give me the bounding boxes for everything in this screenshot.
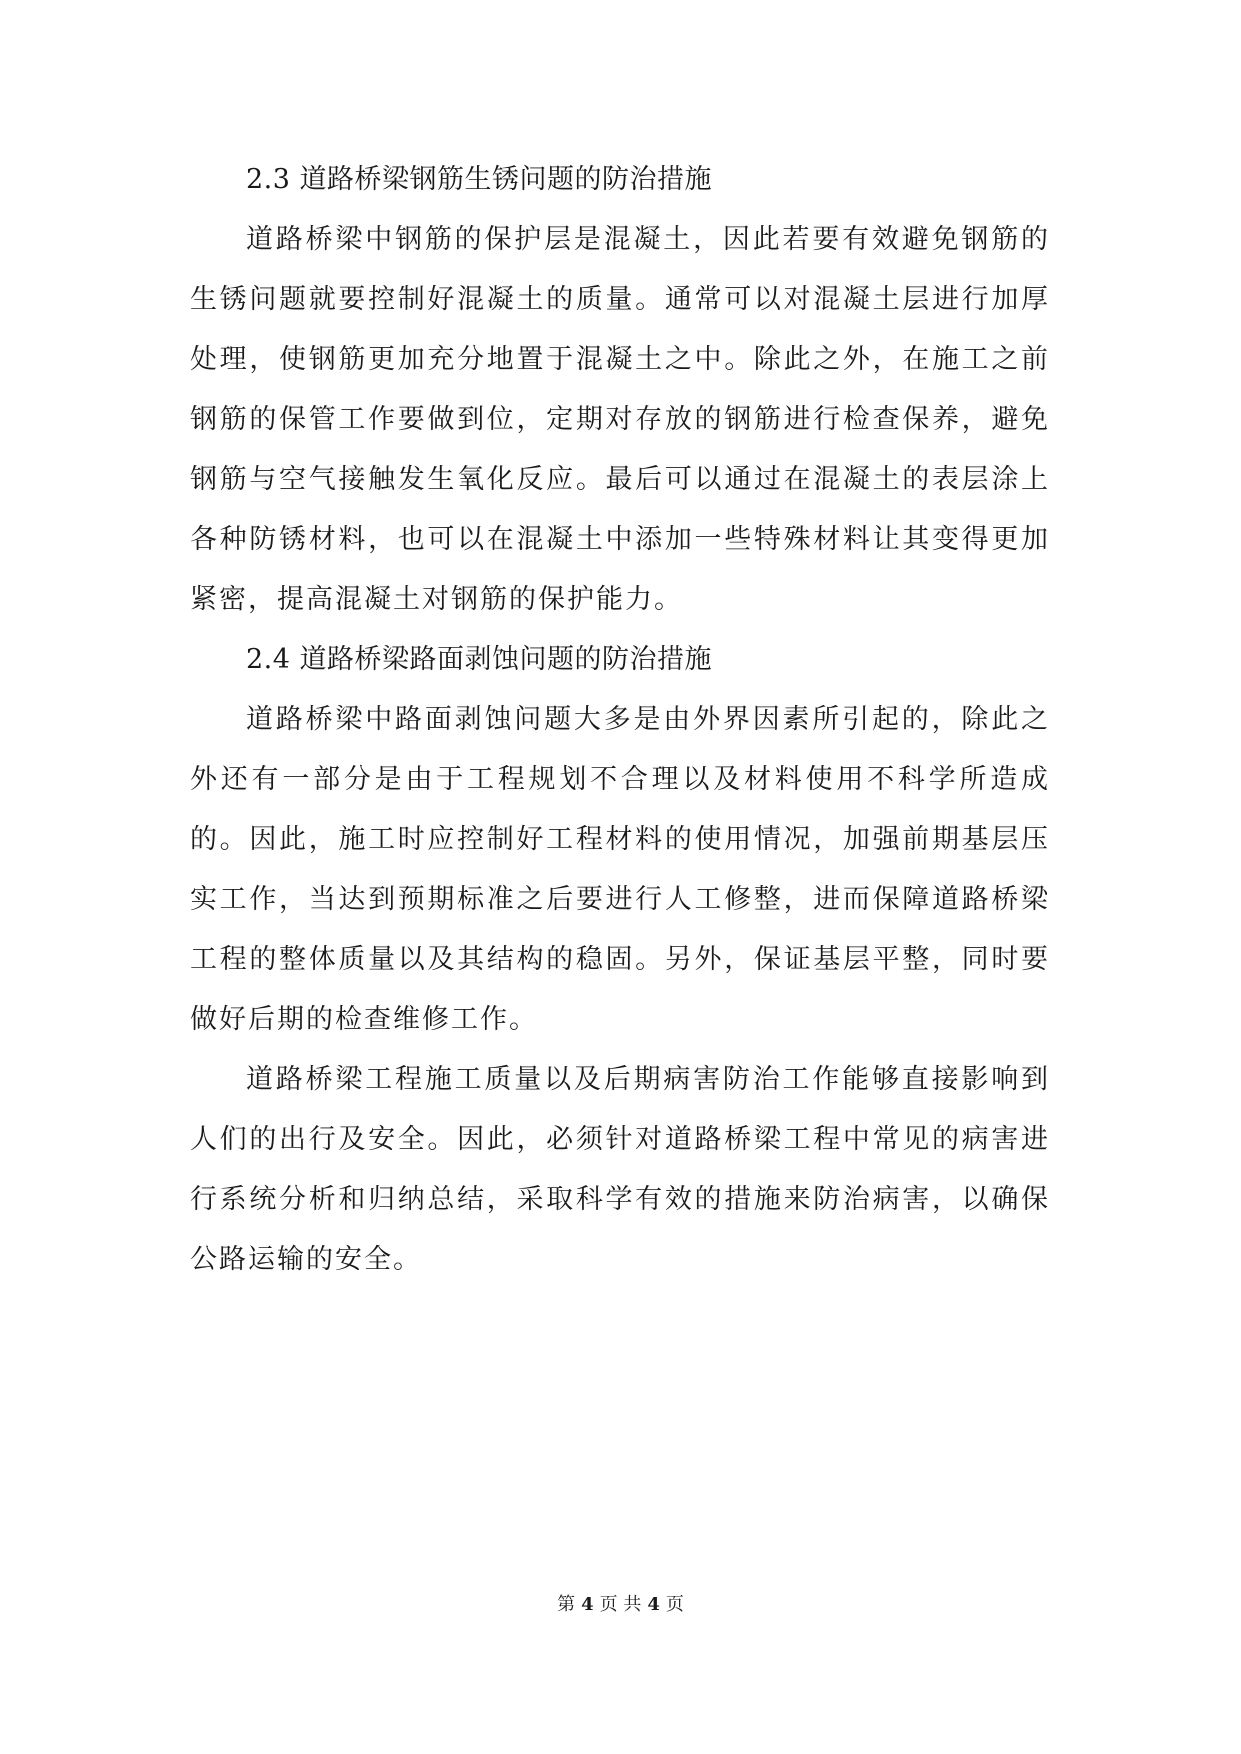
section-paragraph-2-3: 道路桥梁中钢筋的保护层是混凝土，因此若要有效避免钢筋的生锈问题就要控制好混凝土的质量。通常可以对混凝土层进行加厚处理，使钢筋更加充分地置于混凝土之中。除此之外，在施工之前钢筋的保管工作要做到位，定期对存放的钢筋进行检查保养，避免钢筋与空气接触发生氧化反应。最后可以通过在混凝土的表层涂上各种防锈材料，也可以在混凝土中添加一些特殊材料让其变得更加紧密，提高混凝土对钢筋的保护能力。 [190, 224, 1050, 615]
section-heading-2-3: 2.3 道路桥梁钢筋生锈问题的防治措施 [246, 164, 713, 195]
footer-middle: 页 共 [599, 1594, 642, 1615]
conclusion-paragraph: 道路桥梁工程施工质量以及后期病害防治工作能够直接影响到人们的出行及安全。因此，必须针对道路桥梁工程中常见的病害进行系统分析和归纳总结，采取科学有效的措施来防治病害，以确保公路运输的安全。 [190, 1064, 1050, 1275]
page-footer [0, 1590, 1241, 1616]
footer-prefix: 第 [557, 1594, 576, 1615]
footer-suffix: 页 [665, 1594, 684, 1615]
footer-current-page: 4 [581, 1594, 594, 1615]
footer-total-pages: 4 [647, 1594, 660, 1615]
section-paragraph-2-4: 道路桥梁中路面剥蚀问题大多是由外界因素所引起的，除此之外还有一部分是由于工程规划不合理以及材料使用不科学所造成的。因此，施工时应控制好工程材料的使用情况，加强前期基层压实工作，当达到预期标准之后要进行人工修整，进而保障道路桥梁工程的整体质量以及其结构的稳固。另外，保证基层平整，同时要做好后期的检查维修工作。 [190, 704, 1050, 1035]
section-heading-2-4: 2.4 道路桥梁路面剥蚀问题的防治措施 [246, 644, 713, 675]
page-content [190, 150, 1050, 1290]
